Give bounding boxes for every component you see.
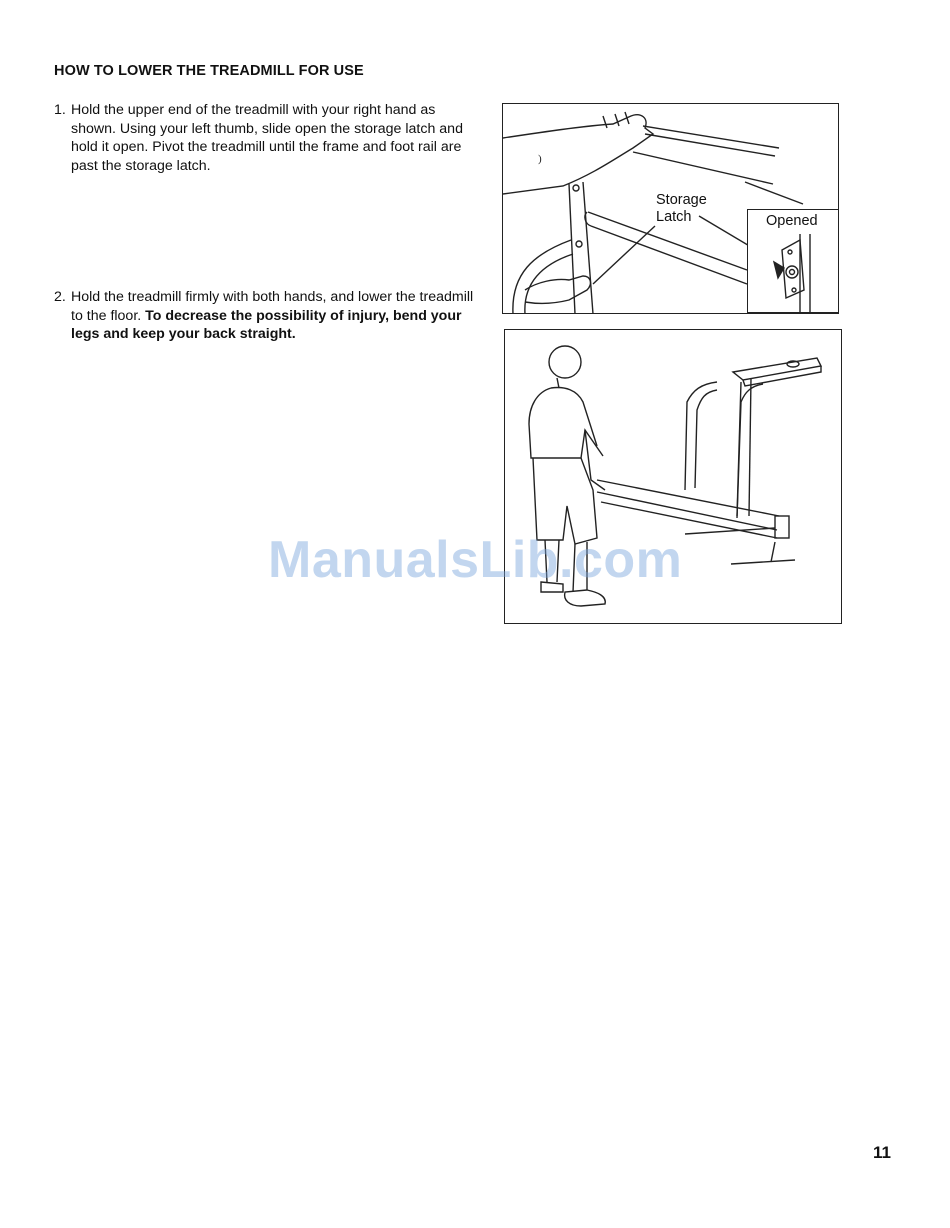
section-heading: HOW TO LOWER THE TREADMILL FOR USE <box>54 63 364 79</box>
page-number: 11 <box>873 1143 891 1162</box>
storage-label: Storage <box>656 192 707 208</box>
latch-detail-drawing <box>748 210 840 314</box>
step-text-block <box>71 288 474 344</box>
safety-warning: To decrease the possibility of injury, bend your legs and keep your back straight. <box>71 307 462 342</box>
svg-text:): ) <box>538 153 542 165</box>
step-text: Hold the upper end of the treadmill with your right hand as shown. Using your left thumb, slide open the storage latch and hold it open. Pivot the treadmill until the frame and foot rail are past the storage latch. <box>71 102 463 174</box>
latch-label: Latch <box>656 209 692 225</box>
instruction-step-1 <box>54 101 474 175</box>
watermark: ManualsLib.com <box>268 531 683 589</box>
step-text: Hold the treadmill firmly with both hands, and lower the treadmill to the floor. <box>71 289 474 324</box>
latch-opened-inset <box>747 209 839 313</box>
storage-latch-illustration <box>502 103 839 314</box>
instruction-step-2 <box>54 288 474 344</box>
step-number: 1. <box>54 102 66 118</box>
opened-label: Opened <box>766 213 818 229</box>
step-number: 2. <box>54 289 66 305</box>
